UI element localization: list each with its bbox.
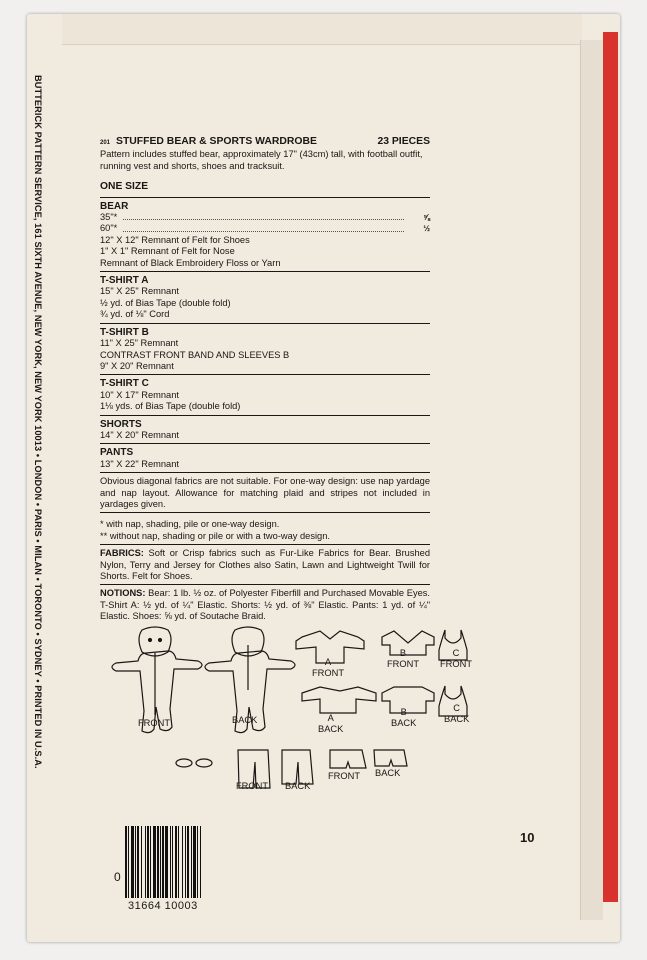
pattern-title-row: [100, 136, 430, 149]
bear-front-label: FRONT: [138, 718, 171, 728]
fabric-width: 35"*: [100, 212, 118, 223]
line-drawings: [100, 615, 500, 805]
footnote: ** without nap, shading or pile or with a two-way design.: [100, 530, 330, 541]
fabrics-text: Soft or Crisp fabrics such as Fur-Like Fabrics for Bear. Brushed Nylon, Terry and Jersey for Clothes also Satin, Lawn and Lightweight Twill for Shorts. Felt for Shoes.: [100, 548, 430, 581]
red-edge: [603, 32, 618, 902]
size-label: ONE SIZE: [100, 181, 430, 197]
section-tshirt-a: [100, 272, 430, 324]
pants-front-label: FRONT: [236, 781, 269, 791]
garment-illustrations: [100, 615, 500, 805]
b-back-label: [391, 707, 416, 729]
section-heading: T-SHIRT A: [100, 275, 149, 287]
requirement-line: ¾ yd. of ⅛" Cord: [100, 309, 170, 320]
section-heading: BEAR: [100, 200, 129, 212]
envelope-fold: [580, 40, 603, 920]
bear-front-drawing: [112, 627, 202, 733]
section-pants: [100, 444, 430, 473]
label-view: FRONT: [387, 659, 420, 669]
publisher-address: BUTTERICK PATTERN SERVICE, 161 SIXTH AVENUE, NEW YORK, NEW YORK 10013 • LONDON • PARIS • MILAN • TORONTO • SYDNEY • PRINTED IN U.S.A.: [33, 75, 43, 769]
bear-back-label: BACK: [232, 715, 258, 725]
shorts-front-label: FRONT: [328, 771, 361, 781]
leader-dots: [123, 212, 404, 220]
section-heading: T-SHIRT B: [100, 326, 149, 338]
yardage-row: [100, 223, 430, 234]
requirement-line: 1" X 1" Remnant of Felt for Nose: [100, 246, 235, 257]
pattern-title: STUFFED BEAR & SPORTS WARDROBE: [116, 136, 317, 147]
yardage-amount: ½: [423, 224, 430, 234]
label-letter: C: [453, 703, 461, 713]
shoes-drawing: [176, 759, 212, 767]
shorts-drawings: [330, 750, 407, 768]
footnotes: [100, 513, 430, 545]
label-view: BACK: [391, 718, 417, 728]
requirement-line: 9" X 20" Remnant: [100, 360, 174, 371]
notions-text: Bear: 1 lb. ½ oz. of Polyester Fiberfill and Purchased Movable Eyes. T-Shirt A: ½ yd. of ¼" Elastic. Shorts: ½ yd. of ⅜" Elastic. Pants: 1 yd. of ¼" Elastic. Shoes: ⅝ yd. of Soutache Braid.: [100, 588, 430, 622]
label-letter: B: [399, 648, 407, 658]
requirement-line: Remnant of Black Embroidery Floss or Yarn: [100, 257, 281, 268]
leader-dots: [123, 223, 404, 231]
a-back-label: [318, 713, 343, 735]
requirement-line: CONTRAST FRONT BAND AND SLEEVES B: [100, 349, 290, 360]
pattern-info: [100, 136, 430, 623]
pants-back-label: BACK: [285, 781, 311, 791]
barcode-lead-digit: 0: [114, 870, 121, 884]
page-number: 10: [520, 830, 535, 845]
section-bear: [100, 198, 430, 272]
fabric-width: 60"*: [100, 223, 118, 234]
b-front-label: [387, 648, 419, 670]
section-shorts: [100, 416, 430, 445]
footnote: * with nap, shading, pile or one-way design.: [100, 519, 280, 530]
barcode: [125, 826, 247, 898]
section-tshirt-b: [100, 324, 430, 376]
label-letter: A: [327, 713, 334, 723]
fabrics-section: [100, 545, 430, 585]
requirement-line: 12" X 12" Remnant of Felt for Shoes: [100, 234, 250, 245]
requirement-line: 15" X 25" Remnant: [100, 286, 179, 297]
requirement-line: 14" X 20" Remnant: [100, 429, 179, 440]
label-view: FRONT: [440, 659, 473, 669]
a-front-label: [312, 657, 344, 679]
label-view: FRONT: [312, 668, 345, 678]
c-front-label: [440, 648, 472, 670]
section-tshirt-c: [100, 375, 430, 415]
barcode-number: 31664 10003: [128, 900, 198, 912]
yardage-row: [100, 212, 430, 223]
label-view: BACK: [318, 724, 344, 734]
envelope-flap: [62, 14, 582, 45]
barcode-stripe: [201, 826, 203, 898]
label-letter: B: [400, 707, 407, 717]
requirement-line: ½ yd. of Bias Tape (double fold): [100, 297, 231, 308]
fabric-note: Obvious diagonal fabrics are not suitable. For one-way design: use nap yardage and nap layout. Allowance for matching plaid and stripes not included in yardages given.: [100, 473, 430, 513]
piece-count: 23 PIECES: [377, 136, 430, 147]
tshirt-b-drawings: [382, 631, 434, 713]
label-letter: C: [452, 648, 460, 658]
section-heading: SHORTS: [100, 418, 142, 430]
pattern-description: Pattern includes stuffed bear, approximately 17" (43cm) tall, with football outfit, running vest and shorts, shoes and tracksuit.: [100, 149, 423, 171]
requirement-line: 10" X 17" Remnant: [100, 389, 179, 400]
label-letter: A: [324, 657, 332, 667]
requirement-line: 13" X 22" Remnant: [100, 458, 179, 469]
fabrics-label: FABRICS:: [100, 548, 144, 559]
label-view: BACK: [444, 714, 470, 724]
yardage-amount: ⅝: [423, 213, 430, 223]
requirement-line: 11" X 25" Remnant: [100, 338, 179, 349]
shorts-back-label: BACK: [375, 768, 401, 778]
notions-label: NOTIONS:: [100, 588, 146, 599]
pattern-number: 201: [100, 140, 111, 146]
section-heading: PANTS: [100, 447, 134, 459]
c-back-label: [444, 703, 469, 725]
section-heading: T-SHIRT C: [100, 378, 149, 390]
requirement-line: 1⅛ yds. of Bias Tape (double fold): [100, 401, 241, 412]
